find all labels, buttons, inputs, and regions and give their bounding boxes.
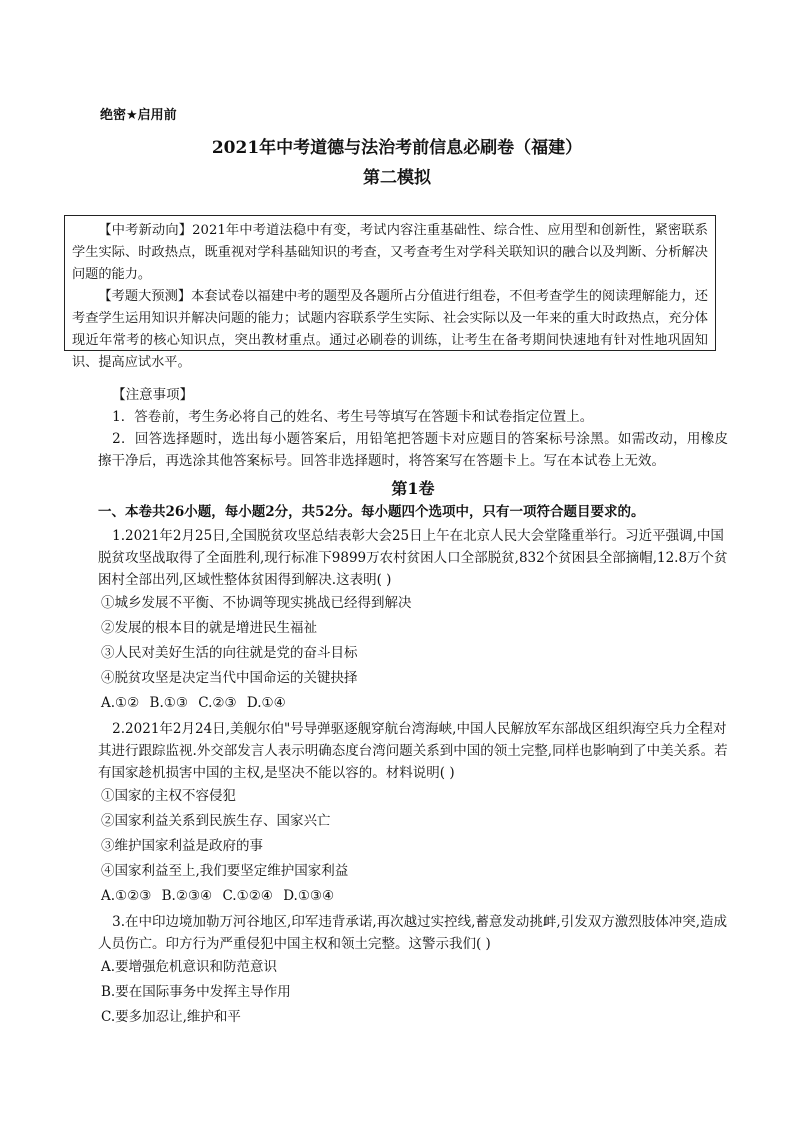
exam-title: 2021年中考道德与法治考前信息必刷卷（福建）	[211, 138, 583, 158]
answer-choices: A.①② B.①③ C.②③ D.①④	[101, 695, 286, 711]
intro-trend: 【中考新动向】2021年中考道法稳中有变，考试内容注重基础性、综合性、应用型和创新性，紧密联系学生实际、时政热点，既重视对学科基础知识的考查，又考查考生对学科关联知识的融合以及判断、分析解决问题的能力。	[72, 223, 708, 282]
exam-content	[98, 384, 728, 1030]
question-option: C.要多加忍让,维护和平	[101, 1009, 241, 1025]
note-2: 2．回答选择题时，选出每小题答案后，用铅笔把答题卡对应题目的答案标号涂黑。如需改动，用橡皮擦干净后，再选涂其他答案标号。回答非选择题时，将答案写在答题卡上。写在本试卷上无效。	[98, 431, 728, 469]
answer-choices: A.①②③ B.②③④ C.①②④ D.①③④	[101, 888, 335, 904]
question-option: B.要在国际事务中发挥主导作用	[101, 984, 291, 1000]
question-stem: 3.在中印边境加勒万河谷地区,印军违背承诺,再次越过实控线,蓄意发动挑衅,引发双方激烈肢体冲突,造成人员伤亡。印方行为严重侵犯中国主权和领土完整。这警示我们( )	[98, 914, 728, 952]
question-1	[98, 525, 728, 716]
confidential-mark: 绝密★启用前	[100, 108, 177, 123]
intro-prediction: 【考题大预测】本套试卷以福建中考的题型及各题所占分值进行组卷，不但考查学生的阅读理解能力，还考查学生运用知识并解决问题的能力；试题内容联系学生实际、社会实际以及一年来的重大时政热点，充分体现近年常考的核心知识点，突出教材重点。通过必刷卷的训练，让考生在备考期间快速地有针对性地巩固知识、提高应试水平。	[72, 289, 708, 370]
section-instructions: 一、本卷共26小题，每小题2分，共52分。每小题四个选项中，只有一项符合题目要求的。	[98, 504, 645, 520]
exam-subtitle: 第二模拟	[363, 168, 431, 188]
note-1: 1．答卷前，考生务必将自己的姓名、考生号等填写在答题卡和试卷指定位置上。	[112, 409, 594, 425]
notes-heading: 【注意事项】	[112, 387, 194, 403]
question-stem: 1.2021年2月25日,全国脱贫攻坚总结表彰大会25日上午在北京人民大会堂隆重举行。习近平强调,中国脱贫攻坚战取得了全面胜利,现行标准下9899万农村贫困人口全部脱贫,832个贫困县全部摘帽,12.8万个贫困村全部出列,区域性整体贫困得到解决.这表明( )	[98, 528, 728, 588]
question-option: ①城乡发展不平衡、不协调等现实挑战已经得到解决	[101, 595, 412, 611]
question-option: ③维护国家利益是政府的事	[101, 838, 263, 854]
question-3	[98, 911, 728, 1030]
question-option: A.要增强危机意识和防范意识	[101, 959, 278, 975]
question-stem: 2.2021年2月24日,美舰尔伯"号导弹驱逐舰穿航台湾海峡,中国人民解放军东部战区组织海空兵力全程对其进行跟踪监视.外交部发言人表示明确态度台湾问题关系到中国的领土完整,同样也影响到了中美关系。若有国家趁机损害中国的主权,是坚决不能以容的。材料说明( )	[98, 721, 728, 781]
question-option: ③人民对美好生活的向往就是党的奋斗目标	[101, 645, 358, 661]
question-2	[98, 718, 728, 909]
question-option: ④国家利益至上,我们要坚定维护国家利益	[101, 863, 349, 879]
question-option: ①国家的主权不容侵犯	[101, 788, 236, 804]
question-option: ②国家利益关系到民族生存、国家兴亡	[101, 813, 331, 829]
intro-box	[64, 215, 716, 370]
question-option: ②发展的根本目的就是增进民生福祉	[101, 620, 317, 636]
roll-heading: 第1卷	[391, 479, 435, 498]
question-option: ④脱贫攻坚是决定当代中国命运的关键抉择	[101, 670, 358, 686]
